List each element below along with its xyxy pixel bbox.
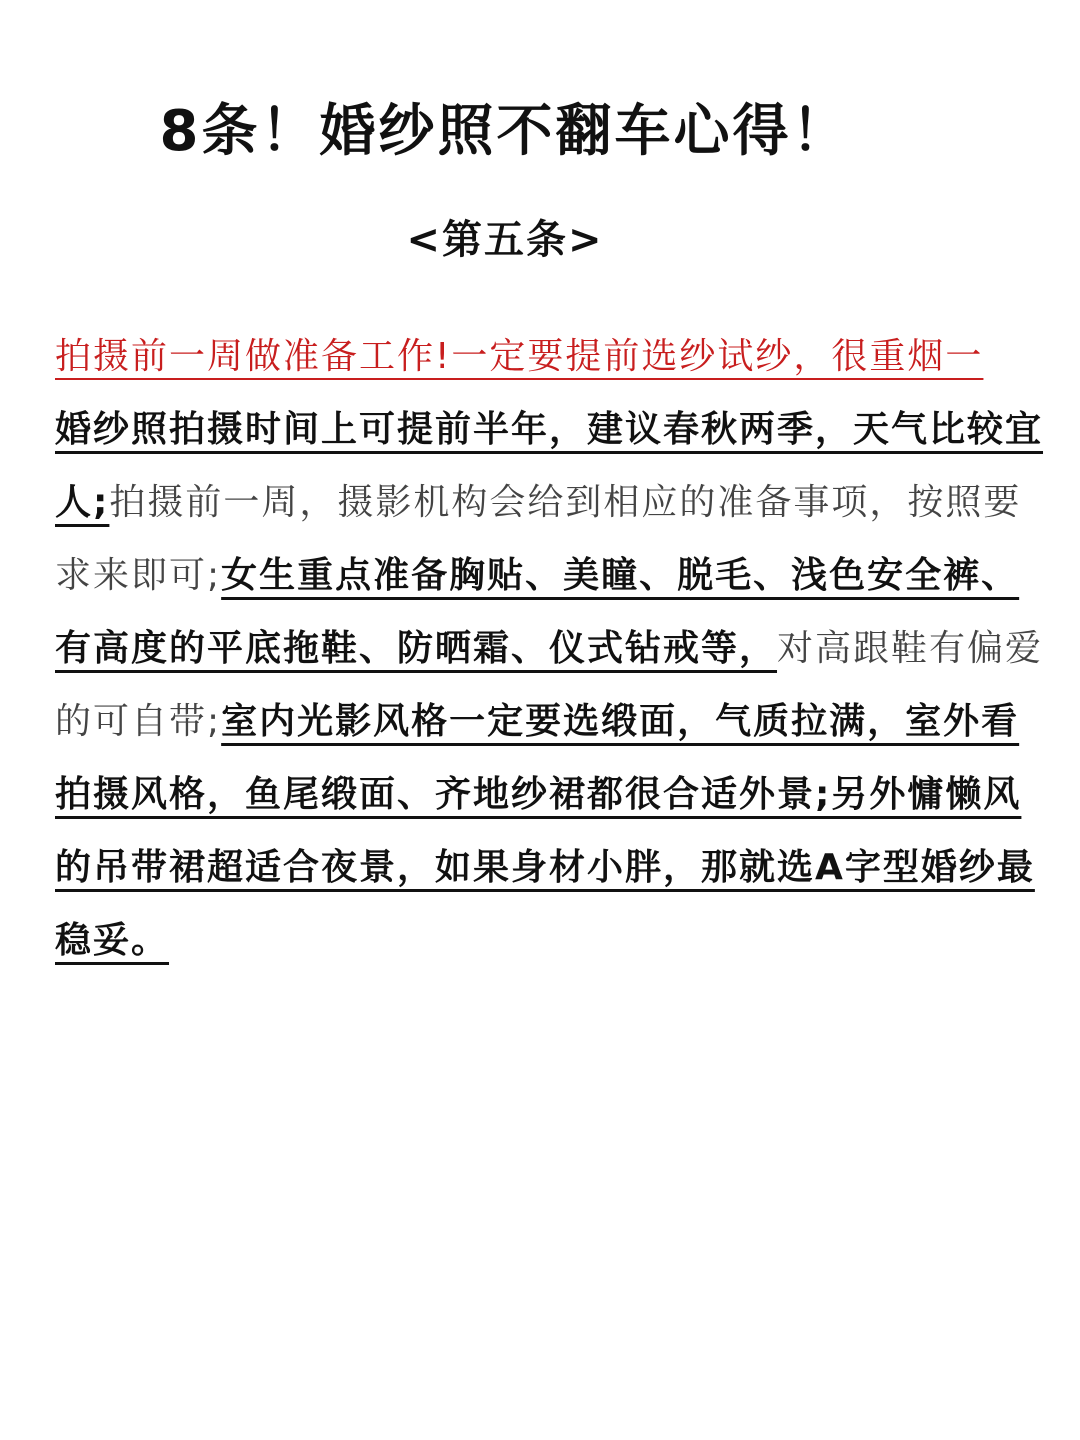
plain-segment-prep: 拍摄前一周，摄影机构会给到相应的准备事项，按照要求来即可; <box>55 482 1022 596</box>
plain-segment-heels: 对高跟鞋有偏爱的可自带; <box>55 628 1044 742</box>
bold-segment-timing: 婚纱照拍摄时间上可提前半年，建议春秋两季，天气比较宜人; <box>55 409 1044 523</box>
bold-segment-checklist: 女生重点准备胸贴、美瞳、脱毛、浅色安全裤、有高度的平底拖鞋、防晒霜、仪式钻戒等， <box>55 555 1020 669</box>
lede-text: 拍摄前一周做准备工作!一定要提前选纱试纱，很重烟一 <box>55 336 984 377</box>
article-body <box>55 320 1045 977</box>
bold-segment-dress-style: 室内光影风格一定要选缎面，气质拉满，室外看拍摄风格，鱼尾缎面、齐地纱裙都很合适外景;另外慵懒风的吊带裙超适合夜景，如果身材小胖，那就选A字型婚纱最稳妥。 <box>55 701 1035 961</box>
body-paragraph <box>55 393 1045 977</box>
section-heading: <第五条> <box>406 217 604 263</box>
page-title: 8条！婚纱照不翻车心得！ <box>159 99 851 164</box>
